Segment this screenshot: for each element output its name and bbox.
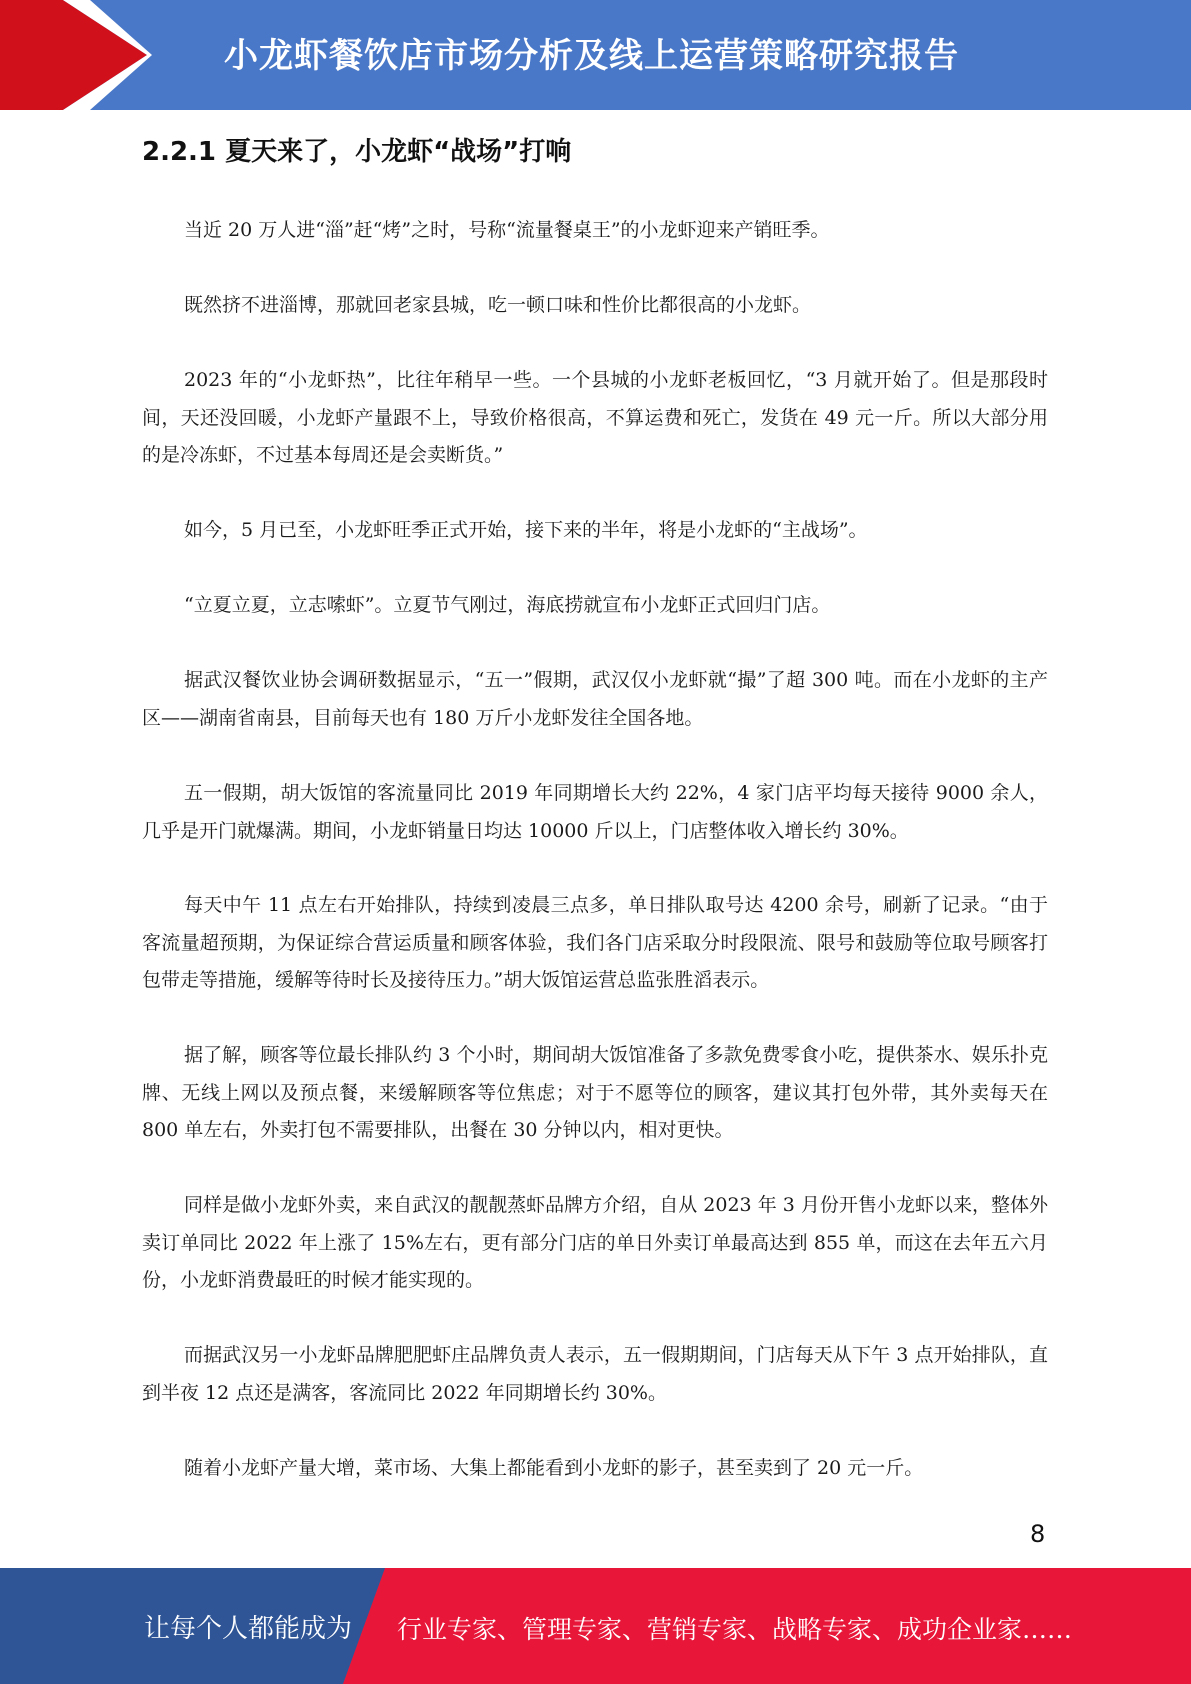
footer-slogan-left: 让每个人都能成为 (144, 1614, 353, 1644)
page-number: 8 (1030, 1520, 1046, 1548)
paragraph: 既然挤不进淄博，那就回老家县城，吃一顿口味和性价比都很高的小龙虾。 (184, 294, 812, 316)
footer-slogan-right: 行业专家、管理专家、营销专家、战略专家、成功企业家…… (397, 1615, 1073, 1644)
page-header (0, 0, 1191, 110)
paragraph: “立夏立夏，立志嗦虾”。立夏节气刚过，海底捞就宣布小龙虾正式回归门店。 (184, 594, 831, 616)
paragraph: 如今，5 月已至，小龙虾旺季正式开始，接下来的半年，将是小龙虾的“主战场”。 (184, 519, 868, 541)
paragraph: 同样是做小龙虾外卖，来自武汉的靓靓蒸虾品牌方介绍，自从 2023 年 3 月份开售小龙虾以来，整体外卖订单同比 2022 年上涨了 15%左右，更有部分门店的单日外卖订单最高达到 855 单，而这在去年五六月份，小龙虾消费最旺的时候才能实现的。 (142, 1194, 1048, 1291)
page-footer (0, 1568, 1191, 1684)
paragraph: 每天中午 11 点左右开始排队，持续到凌晨三点多，单日排队取号达 4200 余号，刷新了记录。“由于客流量超预期，为保证综合营运质量和顾客体验，我们各门店采取分时段限流、限号和鼓励等位取号顾客打包带走等措施，缓解等待时长及接待压力。”胡大饭馆运营总监张胜滔表示。 (142, 894, 1048, 991)
paragraph: 据武汉餐饮业协会调研数据显示，“五一”假期，武汉仅小龙虾就“撮”了超 300 吨。而在小龙虾的主产区——湖南省南县，目前每天也有 180 万斤小龙虾发往全国各地。 (142, 669, 1048, 729)
paragraph: 据了解，顾客等位最长排队约 3 个小时，期间胡大饭馆准备了多款免费零食小吃，提供茶水、娱乐扑克牌、无线上网以及预点餐，来缓解顾客等位焦虑；对于不愿等位的顾客，建议其打包外带，其外卖每天在 800 单左右，外卖打包不需要排队，出餐在 30 分钟以内，相对更快。 (142, 1044, 1048, 1141)
paragraph: 2023 年的“小龙虾热”，比往年稍早一些。一个县城的小龙虾老板回忆，“3 月就开始了。但是那段时间，天还没回暖，小龙虾产量跟不上，导致价格很高，不算运费和死亡，发货在 49 元一斤。所以大部分用的是冷冻虾，不过基本每周还是会卖断货。” (142, 369, 1048, 466)
paragraph: 当近 20 万人进“淄”赶“烤”之时，号称“流量餐桌王”的小龙虾迎来产销旺季。 (184, 219, 830, 241)
report-title: 小龙虾餐饮店市场分析及线上运营策略研究报告 (224, 36, 959, 76)
paragraph: 而据武汉另一小龙虾品牌肥肥虾庄品牌负责人表示，五一假期期间，门店每天从下午 3 点开始排队，直到半夜 12 点还是满客，客流同比 2022 年同期增长约 30%。 (142, 1344, 1048, 1404)
paragraph: 随着小龙虾产量大增，菜市场、大集上都能看到小龙虾的影子，甚至卖到了 20 元一斤。 (184, 1457, 924, 1479)
paragraph: 五一假期，胡大饭馆的客流量同比 2019 年同期增长大约 22%，4 家门店平均每天接待 9000 余人，几乎是开门就爆满。期间，小龙虾销量日均达 10000 斤以上，门店整体收入增长约 30%。 (142, 782, 1048, 842)
section-heading: 2.2.1 夏天来了，小龙虾“战场”打响 (142, 137, 572, 167)
